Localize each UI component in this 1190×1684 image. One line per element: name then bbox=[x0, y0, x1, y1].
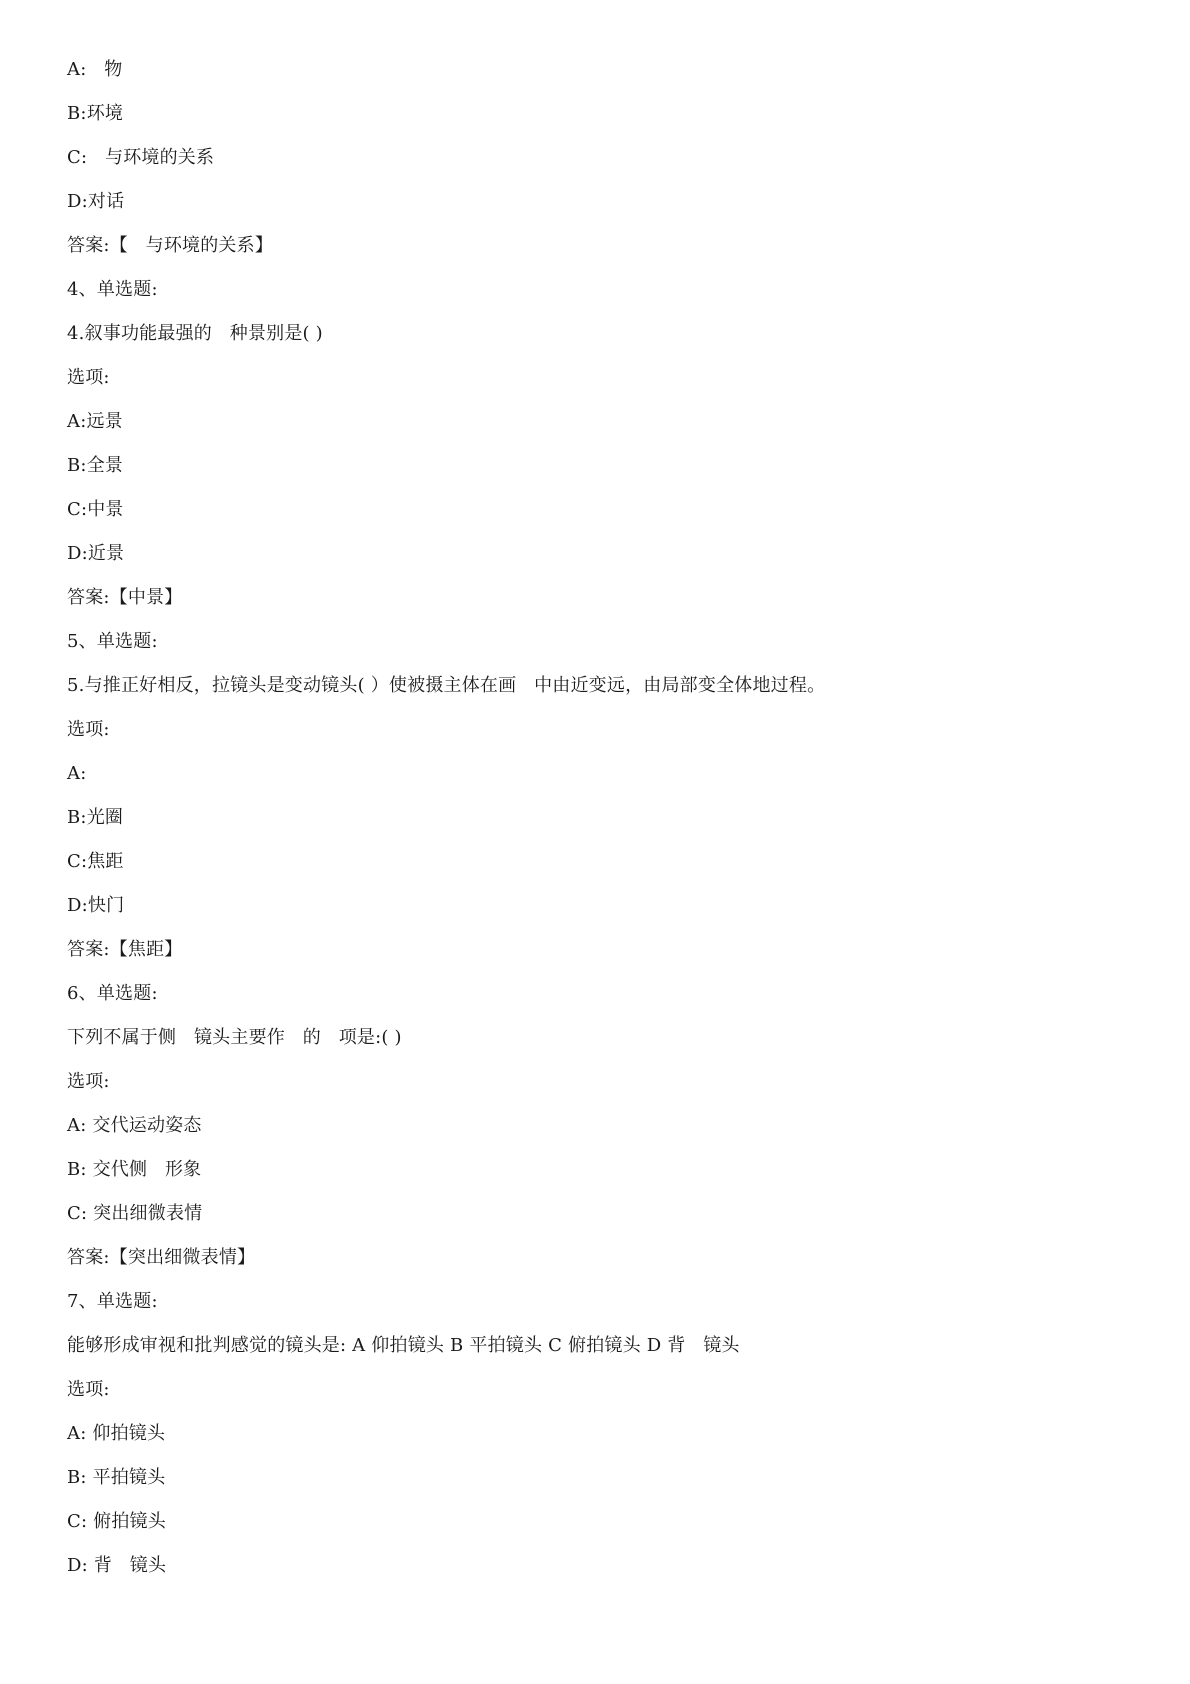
option-a-line: A: bbox=[67, 763, 87, 784]
options-label-line: 选项: bbox=[67, 367, 110, 388]
option-c-line: C:焦距 bbox=[67, 851, 124, 872]
option-b-line: B:全景 bbox=[67, 455, 124, 476]
option-b-line: B: 平拍镜头 bbox=[67, 1467, 166, 1488]
question-type-line: 7、单选题: bbox=[67, 1291, 158, 1312]
options-label-line: 选项: bbox=[67, 719, 110, 740]
option-b-line: B:光圈 bbox=[67, 807, 124, 828]
question-text-line: 5.与推正好相反，拉镜头是变动镜头( ）使被摄主体在画 中由近变远，由局部变全体地过程。 bbox=[67, 675, 826, 696]
option-c-line: C: 俯拍镜头 bbox=[67, 1511, 166, 1532]
question-text-line: 4.叙事功能最强的 种景别是( ) bbox=[67, 323, 323, 344]
answer-line: 答案:【突出细微表情】 bbox=[67, 1247, 256, 1268]
question-type-line: 5、单选题: bbox=[67, 631, 158, 652]
answer-line: 答案:【中景】 bbox=[67, 587, 183, 608]
option-d-line: D: 背 镜头 bbox=[67, 1555, 167, 1576]
option-b-line: B: 交代侧 形象 bbox=[67, 1159, 202, 1180]
option-c-line: C:中景 bbox=[67, 499, 124, 520]
option-c-line: C: 与环境的关系 bbox=[67, 147, 215, 168]
options-label-line: 选项: bbox=[67, 1071, 110, 1092]
question-text-line: 能够形成审视和批判感觉的镜头是: A 仰拍镜头 B 平拍镜头 C 俯拍镜头 D 背 镜头 bbox=[67, 1335, 740, 1356]
question-type-line: 6、单选题: bbox=[67, 983, 158, 1004]
option-a-line: A:远景 bbox=[67, 411, 123, 432]
option-c-line: C: 突出细微表情 bbox=[67, 1203, 203, 1224]
option-d-line: D:对话 bbox=[67, 191, 125, 212]
option-d-line: D:快门 bbox=[67, 895, 125, 916]
option-d-line: D:近景 bbox=[67, 543, 125, 564]
option-a-line: A: 物 bbox=[67, 59, 123, 80]
question-text-line: 下列不属于侧 镜头主要作 的 项是:( ) bbox=[67, 1027, 402, 1048]
answer-line: 答案:【焦距】 bbox=[67, 939, 183, 960]
option-a-line: A: 交代运动姿态 bbox=[67, 1115, 202, 1136]
option-b-line: B:环境 bbox=[67, 103, 124, 124]
question-type-line: 4、单选题: bbox=[67, 279, 158, 300]
option-a-line: A: 仰拍镜头 bbox=[67, 1423, 166, 1444]
options-label-line: 选项: bbox=[67, 1379, 110, 1400]
answer-line: 答案:【 与环境的关系】 bbox=[67, 235, 274, 256]
